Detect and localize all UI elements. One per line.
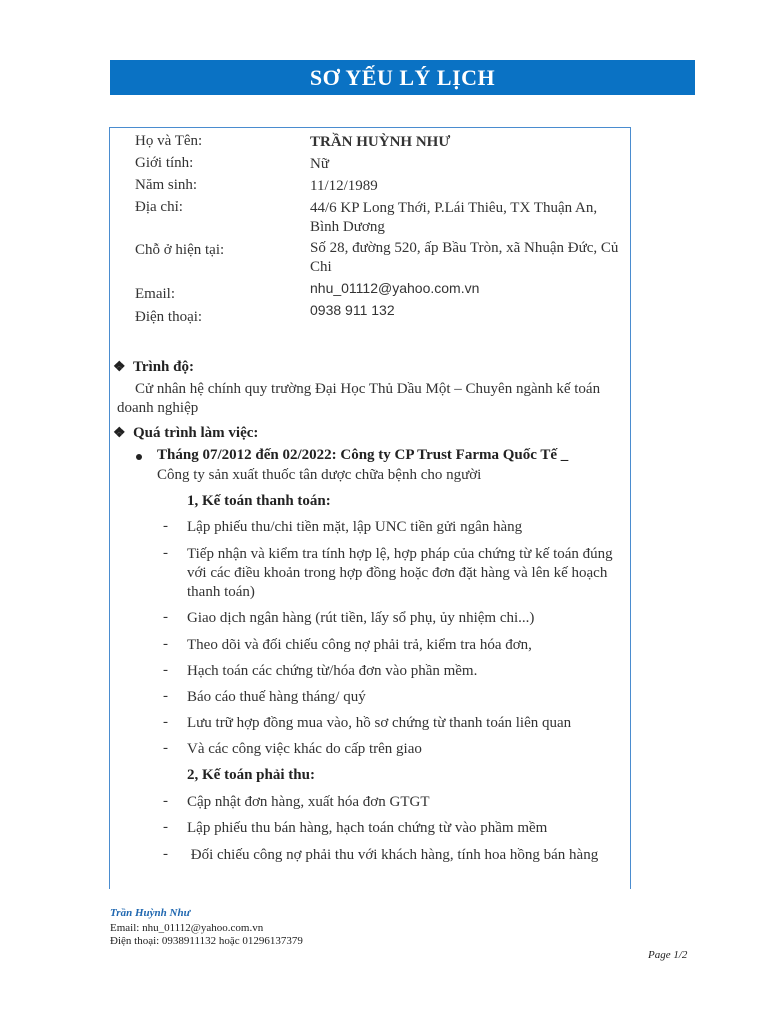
list-item: Hạch toán các chứng từ/hóa đơn vào phần mềm.	[187, 663, 478, 679]
job-description: Công ty sản xuất thuốc tân dược chữa bệnh cho người	[157, 467, 482, 483]
list-dash: -	[163, 714, 168, 730]
list-item: Tiếp nhận và kiểm tra tính hợp lệ, hợp pháp của chứng từ kế toán đúng với các điều khoản trong hợp đồng hoặc đơn đặt hàng và lên kế hoạch thanh toán)	[187, 546, 613, 600]
footer-name: Trần Huỳnh Như	[110, 907, 191, 919]
info-label-phone: Điện thoại:	[135, 309, 203, 325]
education-text: Cử nhân hệ chính quy trường Đại Học Thủ Dầu Một – Chuyên ngành kế toán doanh nghiệp	[117, 381, 601, 416]
list-dash: -	[163, 740, 168, 756]
list-dash: -	[163, 545, 168, 561]
info-label-name: Họ và Tên:	[135, 133, 203, 149]
work-heading	[113, 425, 258, 442]
education-heading	[113, 359, 194, 376]
list-item: Cập nhật đơn hàng, xuất hóa đơn GTGT	[187, 794, 430, 810]
list-item: Đối chiếu công nợ phải thu với khách hàng, tính hoa hồng bán hàng	[187, 847, 599, 863]
diamond-bullet-icon: ❖	[113, 426, 126, 441]
list-dash: -	[163, 662, 168, 678]
diamond-bullet-icon: ❖	[113, 360, 126, 375]
info-value-address: 44/6 KP Long Thới, P.Lái Thiêu, TX Thuận An, Bình Dương	[310, 200, 598, 235]
list-dash: -	[163, 793, 168, 809]
list-item: Báo cáo thuế hàng tháng/ quý	[187, 689, 366, 705]
list-dash: -	[163, 688, 168, 704]
dot-bullet-icon	[136, 454, 142, 460]
list-item: Lập phiếu thu bán hàng, hạch toán chứng từ vào phầm mềm	[187, 820, 548, 836]
info-value-phone: 0938 911 132	[310, 302, 395, 318]
section-title-payment: 1, Kế toán thanh toán:	[187, 493, 331, 509]
list-item: Và các công việc khác do cấp trên giao	[187, 741, 422, 757]
job-title: Tháng 07/2012 đến 02/2022: Công ty CP Trust Farma Quốc Tế _	[157, 447, 569, 463]
info-label-email: Email:	[135, 286, 175, 302]
list-dash: -	[163, 636, 168, 652]
info-label-birth: Năm sinh:	[135, 177, 198, 193]
info-value-residence: Số 28, đường 520, ấp Bầu Tròn, xã Nhuận Đức, Củ Chi	[310, 240, 619, 275]
list-item: Lập phiếu thu/chi tiền mặt, lập UNC tiền gửi ngân hàng	[187, 519, 523, 535]
list-dash: -	[163, 819, 168, 835]
info-value-email: nhu_01112@yahoo.com.vn	[310, 280, 480, 296]
footer-phone: Điện thoại: 0938911132 hoặc 01296137379	[110, 935, 303, 947]
info-label-address: Địa chỉ:	[135, 199, 183, 215]
page-number: Page 1/2	[648, 949, 688, 961]
list-item: Giao dịch ngân hàng (rút tiền, lấy sổ phụ, ủy nhiệm chi...)	[187, 610, 535, 626]
footer-email: Email: nhu_01112@yahoo.com.vn	[110, 922, 264, 934]
info-value-birth: 11/12/1989	[310, 178, 378, 194]
section-title-receivable: 2, Kế toán phải thu:	[187, 767, 315, 783]
list-dash: -	[163, 846, 168, 862]
list-dash: -	[163, 518, 168, 534]
info-label-gender: Giới tính:	[135, 155, 194, 171]
education-heading-text: Trình độ:	[133, 359, 194, 375]
info-label-residence: Chỗ ở hiện tại:	[135, 242, 225, 258]
page-title: SƠ YẾU LÝ LỊCH	[110, 60, 695, 95]
list-dash: -	[163, 609, 168, 625]
list-item: Lưu trữ hợp đồng mua vào, hồ sơ chứng từ thanh toán liên quan	[187, 715, 572, 731]
work-heading-text: Quá trình làm việc:	[133, 425, 259, 441]
info-value-name: TRẦN HUỲNH NHƯ	[310, 134, 451, 150]
info-value-gender: Nữ	[310, 156, 329, 172]
list-item: Theo dõi và đối chiếu công nợ phải trả, kiểm tra hóa đơn,	[187, 637, 532, 653]
